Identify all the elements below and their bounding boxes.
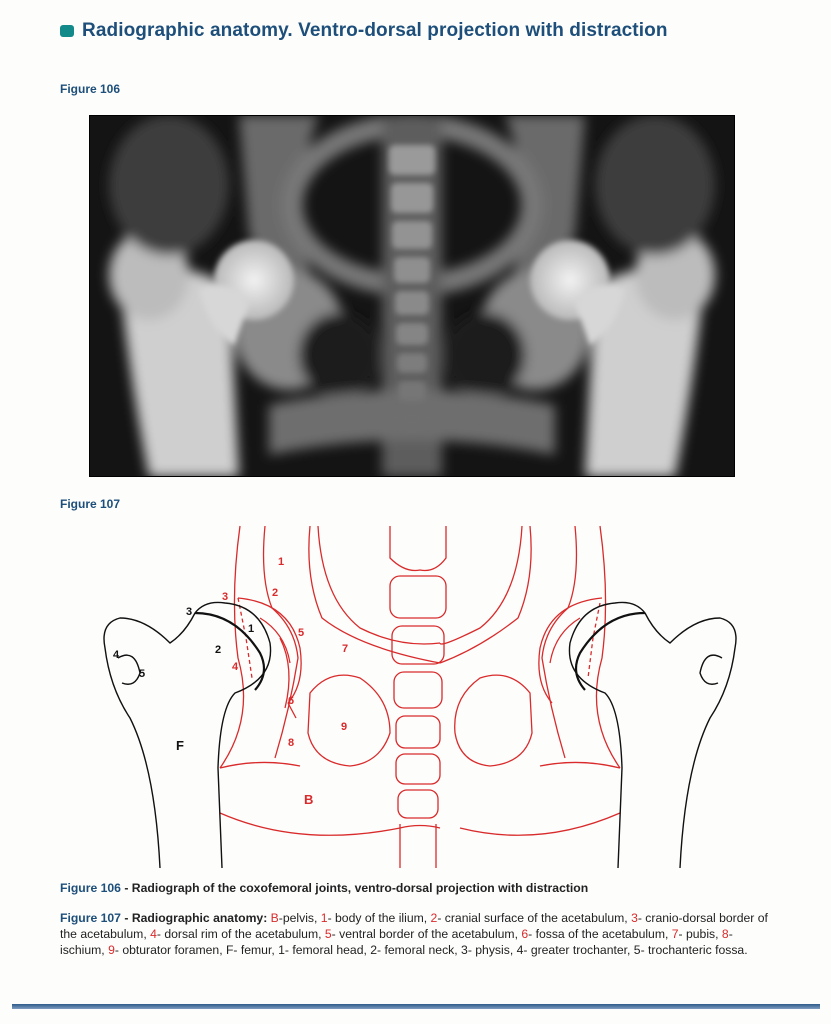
figure-106-label: Figure 106 bbox=[60, 82, 121, 96]
section-bullet-icon bbox=[60, 25, 74, 37]
pelvis-label-1: 1 bbox=[278, 556, 285, 568]
caption-item-key: 4 bbox=[150, 927, 157, 941]
femur-outline bbox=[104, 602, 736, 868]
pelvis-label-3: 3 bbox=[222, 591, 229, 603]
page-header bbox=[60, 20, 668, 42]
figure-106-caption-head: Figure 106 bbox=[60, 881, 121, 895]
caption-item-text: - ischium, bbox=[60, 927, 733, 957]
femur-label-f: F bbox=[176, 738, 184, 753]
pelvis-label-2: 2 bbox=[272, 587, 279, 599]
caption-item-key: 1 bbox=[278, 943, 285, 957]
caption-item-text: - fossa of the acetabulum, bbox=[528, 927, 672, 941]
caption-item-key: 5 bbox=[324, 927, 332, 941]
pelvis-label-9: 9 bbox=[341, 721, 348, 733]
femur-label-3: 3 bbox=[186, 606, 193, 618]
figure-107-caption bbox=[60, 910, 780, 958]
caption-item-text: - obturator foramen, bbox=[114, 943, 226, 957]
caption-item-key: 2 bbox=[370, 943, 378, 957]
caption-item-text: - greater trochanter, bbox=[523, 943, 634, 957]
pelvis-labels bbox=[222, 556, 348, 807]
caption-item-text: - femoral head, bbox=[284, 943, 371, 957]
caption-item-key: 8 bbox=[721, 927, 729, 941]
caption-item-key: 6 bbox=[521, 927, 529, 941]
figure-107-anatomy-diagram bbox=[60, 518, 780, 874]
pelvis-label-b: B bbox=[304, 792, 314, 807]
pelvis-outline bbox=[220, 526, 620, 868]
femur-label-1: 1 bbox=[248, 623, 255, 635]
figure-106-caption-text: - Radiograph of the coxofemoral joints, ventro-dorsal projection with distraction bbox=[120, 881, 589, 895]
page-title: Radiographic anatomy. Ventro-dorsal projection with distraction bbox=[82, 20, 668, 41]
caption-item-key: 3 bbox=[631, 911, 638, 925]
femur-label-5: 5 bbox=[139, 668, 146, 680]
caption-item-key: 3 bbox=[461, 943, 468, 957]
caption-item-text: - physis, bbox=[467, 943, 517, 957]
caption-item-key: 9 bbox=[108, 943, 115, 957]
caption-item-text: - dorsal rim of the acetabulum, bbox=[156, 927, 325, 941]
figure-107-caption-head: Figure 107 bbox=[60, 911, 121, 925]
caption-item-key: B bbox=[270, 911, 279, 925]
pelvis-label-6: 6 bbox=[288, 695, 295, 707]
caption-item-text: - femoral neck, bbox=[377, 943, 462, 957]
caption-item-text: -pelvis, bbox=[278, 911, 321, 925]
figure-107-caption-dash: - bbox=[120, 911, 132, 925]
caption-item-text: - ventral border of the acetabulum, bbox=[331, 927, 522, 941]
caption-item-text: - body of the ilium, bbox=[327, 911, 431, 925]
femur-labels bbox=[113, 606, 254, 753]
caption-item-key: F bbox=[225, 943, 234, 957]
figure-107-label: Figure 107 bbox=[60, 497, 121, 511]
femur-label-2: 2 bbox=[215, 644, 222, 656]
caption-item-text: - trochanteric fossa. bbox=[640, 943, 748, 957]
caption-item-text: - cranio-dorsal border of the acetabulum, bbox=[60, 911, 768, 941]
caption-item-key: 4 bbox=[516, 943, 524, 957]
caption-item-key: 5 bbox=[633, 943, 641, 957]
pelvis-label-5: 5 bbox=[298, 627, 305, 639]
caption-item-key: 2 bbox=[430, 911, 438, 925]
pelvis-label-8: 8 bbox=[288, 737, 295, 749]
caption-item-text: - cranial surface of the acetabulum, bbox=[437, 911, 632, 925]
figure-106-radiograph bbox=[89, 115, 735, 477]
caption-item-key: 1 bbox=[320, 911, 328, 925]
figure-107-caption-intro: Radiographic anatomy: bbox=[131, 911, 271, 925]
figure-106-caption bbox=[60, 880, 780, 896]
pelvis-label-4: 4 bbox=[232, 661, 239, 673]
footer-rule bbox=[12, 1004, 820, 1009]
caption-item-key: 7 bbox=[671, 927, 679, 941]
femur-label-4: 4 bbox=[113, 649, 120, 661]
caption-item-text: - pubis, bbox=[678, 927, 722, 941]
pelvis-label-7: 7 bbox=[342, 643, 349, 655]
caption-item-text: - femur, bbox=[233, 943, 279, 957]
